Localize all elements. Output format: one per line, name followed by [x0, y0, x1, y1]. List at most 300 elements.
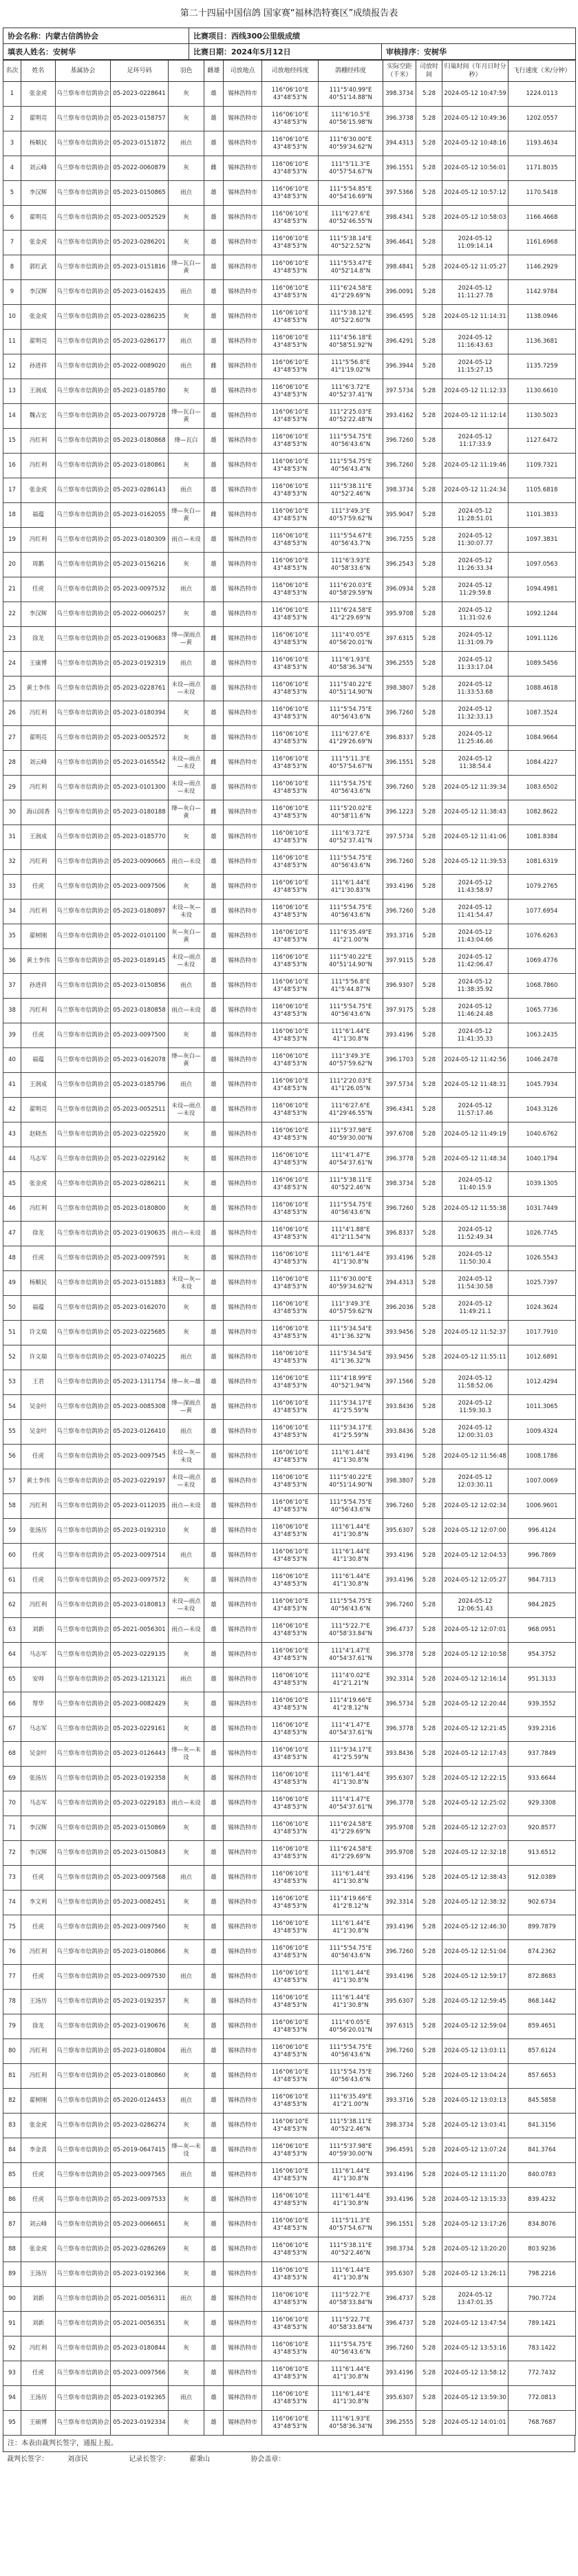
table-cell: 任虎	[21, 875, 56, 900]
table-cell: 5:28	[416, 478, 442, 503]
table-cell: 冯红利	[21, 454, 56, 478]
table-cell: 绛—灰—未设	[169, 1742, 204, 1767]
table-cell: 5:28	[416, 1469, 442, 1494]
table-cell: 116°06'10"E 43°48'53"N	[262, 1321, 319, 1345]
referee-name: 刘彦民	[67, 2456, 88, 2463]
table-cell: 乌兰察布市信鸽协会	[56, 231, 111, 255]
table-cell: 111°5'38.14"E 40°52'2.52"N	[319, 231, 383, 255]
table-cell: 984.7313	[509, 1568, 576, 1593]
table-cell: 5:28	[416, 999, 442, 1023]
table-cell: 111°6'1.44"E 41°1'30.8"N	[319, 1519, 383, 1544]
table-cell: 70	[3, 1791, 21, 1816]
table-cell: 46	[3, 1197, 21, 1222]
table-cell: 5:28	[416, 2361, 442, 2386]
table-cell: 灰	[169, 1122, 204, 1147]
table-cell: 乌兰察布市信鸽协会	[56, 949, 111, 974]
table-cell: 乌兰察布市信鸽协会	[56, 2262, 111, 2287]
table-cell: 902.6734	[509, 1891, 576, 1915]
table-cell: 吴金叶	[21, 1395, 56, 1420]
table-cell: 396.7260	[383, 1940, 416, 1965]
association-name: 内蒙古信鸽协会	[45, 32, 98, 41]
table-cell: 80	[3, 2039, 21, 2064]
table-cell: 1142.9784	[509, 280, 576, 305]
table-cell: 111°5'54.75"E 40°56'43.6"N	[319, 2039, 383, 2064]
table-cell: 116°06'10"E 43°48'53"N	[262, 776, 319, 800]
table-cell: 05-2023-0097514	[111, 1544, 169, 1568]
table-cell: 111°5'54.75"E 40°56'43.6"N	[319, 2064, 383, 2089]
table-cell: 2024-05-12 11:19:46	[442, 454, 509, 478]
table-cell: 1193.4634	[509, 131, 576, 156]
table-cell: 灰	[169, 454, 204, 478]
table-cell: 111°5'40.22"E 40°51'14.90"N	[319, 949, 383, 974]
table-cell: 35	[3, 924, 21, 949]
table-cell: 393.4162	[383, 404, 416, 429]
table-cell: 5:28	[416, 1643, 442, 1668]
table-cell: 雄	[204, 1618, 224, 1643]
table-cell: 灰	[169, 1643, 204, 1668]
table-cell: 雨点	[169, 652, 204, 677]
table-cell: 黄土李伟	[21, 1469, 56, 1494]
table-cell: 1008.1786	[509, 1445, 576, 1469]
table-cell: 2024-05-12 11:32:33.13	[442, 701, 509, 726]
table-cell: 刘新	[21, 1618, 56, 1643]
table-cell: 5:28	[416, 2064, 442, 2089]
table-cell: 116°06'10"E 43°48'53"N	[262, 156, 319, 181]
table-cell: 5:28	[416, 280, 442, 305]
table-cell: 111°5'54.75"E 40°56'43.6"N	[319, 1940, 383, 1965]
table-row	[3, 726, 576, 751]
table-cell: 1079.2765	[509, 875, 576, 900]
table-cell: 111°5'22.7"E 40°58'33.84"N	[319, 1618, 383, 1643]
table-cell: 雄	[204, 206, 224, 231]
table-cell: 62	[3, 1593, 21, 1618]
report-meta	[3, 28, 576, 60]
column-header: 羽色	[169, 61, 204, 82]
table-cell: 82	[3, 2089, 21, 2114]
table-cell: 5:28	[416, 2039, 442, 2064]
table-cell: 111°4'1.47"E 40°54'37.61"N	[319, 1643, 383, 1668]
table-cell: 1	[3, 82, 21, 107]
table-cell: 05-2023-0229161	[111, 1717, 169, 1742]
table-cell: 5:28	[416, 825, 442, 850]
table-cell: 乌兰察布市信鸽协会	[56, 1866, 111, 1891]
table-cell: 116°06'10"E 43°48'53"N	[262, 107, 319, 131]
table-cell: 雄	[204, 652, 224, 677]
table-cell: 111°4'1.88"E 41°2'11.54"N	[319, 1222, 383, 1246]
table-cell: 锡林浩特市	[224, 1544, 262, 1568]
table-cell: 116°06'10"E 43°48'53"N	[262, 1593, 319, 1618]
table-cell: 锡林浩特市	[224, 206, 262, 231]
table-cell: 111°5'40.99"E 40°51'14.88"N	[319, 82, 383, 107]
table-cell: 任虎	[21, 2361, 56, 2386]
table-cell: 5	[3, 181, 21, 206]
table-row	[3, 1271, 576, 1296]
table-cell: 锡林浩特市	[224, 1618, 262, 1643]
table-cell: 2024-05-12 11:38:54.4	[442, 751, 509, 776]
table-cell: 雄	[204, 2014, 224, 2039]
table-cell: 768.7687	[509, 2411, 576, 2436]
table-cell: 05-2023-0180800	[111, 1197, 169, 1222]
table-cell: 13	[3, 379, 21, 404]
table-cell: 397.5734	[383, 379, 416, 404]
table-cell: 乌兰察布市信鸽协会	[56, 454, 111, 478]
table-cell: 2024-05-12 11:12:33	[442, 379, 509, 404]
table-cell: 116°06'10"E 43°48'53"N	[262, 1098, 319, 1122]
table-cell: 396.3778	[383, 1791, 416, 1816]
table-cell: 111°6'30.00"E 40°59'34.62"N	[319, 1271, 383, 1296]
table-cell: 34	[3, 900, 21, 924]
table-cell: 840.0783	[509, 2163, 576, 2188]
table-cell: 马志军	[21, 1147, 56, 1172]
table-cell: 111°3'49.3"E 40°57'59.62"N	[319, 1048, 383, 1073]
table-cell: 10	[3, 305, 21, 330]
table-cell: 05-2023-0225920	[111, 1122, 169, 1147]
table-cell: 锡林浩特市	[224, 553, 262, 577]
table-cell: 111°5'54.75"E 40°56'43.6"N	[319, 1494, 383, 1519]
column-header: 司放地点	[224, 61, 262, 82]
table-cell: 111°5'38.11"E 40°52'2.46"N	[319, 2114, 383, 2138]
table-row	[3, 751, 576, 776]
table-row	[3, 181, 576, 206]
table-cell: 111°6'1.44"E 41°1'30.8"N	[319, 1445, 383, 1469]
table-cell: 2024-05-12 11:39:53	[442, 850, 509, 875]
table-cell: 乌兰察布市信鸽协会	[56, 553, 111, 577]
table-cell: 396.1551	[383, 2213, 416, 2237]
table-cell: 锡林浩特市	[224, 825, 262, 850]
table-cell: 锡林浩特市	[224, 404, 262, 429]
table-cell: 锡林浩特市	[224, 1395, 262, 1420]
table-cell: 2024-05-12 11:28:51.01	[442, 503, 509, 528]
table-cell: 49	[3, 1271, 21, 1296]
table-cell: 雄	[204, 1420, 224, 1445]
table-cell: 111°6'1.44"E 41°1'30.8"N	[319, 1915, 383, 1940]
table-cell: 803.9236	[509, 2237, 576, 2262]
table-cell: 116°06'10"E 43°48'53"N	[262, 1643, 319, 1668]
table-cell: 05-2023-0082429	[111, 1692, 169, 1717]
table-cell: 111°5'34.17"E 41°2'5.59"N	[319, 1420, 383, 1445]
table-row	[3, 2163, 576, 2188]
table-cell: 1084.9664	[509, 726, 576, 751]
table-cell: 锡林浩特市	[224, 354, 262, 379]
table-cell: 2024-05-12 13:03:11	[442, 2039, 509, 2064]
table-row	[3, 1172, 576, 1197]
table-cell: 1007.0069	[509, 1469, 576, 1494]
table-row	[3, 2089, 576, 2114]
table-cell: 1040.6762	[509, 1122, 576, 1147]
table-cell: 1084.4227	[509, 751, 576, 776]
table-cell: 雄	[204, 2411, 224, 2436]
table-cell: 锡林浩特市	[224, 478, 262, 503]
table-row	[3, 553, 576, 577]
table-cell: 111°6'24.58"E 41°2'29.69"N	[319, 1816, 383, 1841]
table-cell: 锡林浩特市	[224, 1593, 262, 1618]
referee-label: 裁判长签字：	[7, 2456, 48, 2463]
table-cell: 锡林浩特市	[224, 82, 262, 107]
table-cell: 2024-05-12 11:59:30.3	[442, 1395, 509, 1420]
table-cell: 05-2023-0180866	[111, 1940, 169, 1965]
table-cell: 47	[3, 1222, 21, 1246]
table-cell: 2024-05-12 11:40:15.9	[442, 1172, 509, 1197]
table-cell: 116°06'10"E 43°48'53"N	[262, 2287, 319, 2312]
table-cell: 2024-05-12 12:06:51.43	[442, 1593, 509, 1618]
table-cell: 17	[3, 478, 21, 503]
table-cell: 2024-05-12 11:58:52.06	[442, 1370, 509, 1395]
table-cell: 396.4737	[383, 2287, 416, 2312]
table-cell: 25	[3, 677, 21, 701]
table-cell: 雄	[204, 1494, 224, 1519]
table-cell: 张金虎	[21, 2114, 56, 2138]
table-cell: 绛—灰白—黄	[169, 503, 204, 528]
table-cell: 396.3738	[383, 107, 416, 131]
table-cell: 88	[3, 2237, 21, 2262]
table-cell: 397.9115	[383, 949, 416, 974]
table-cell: 乌兰察布市信鸽协会	[56, 1643, 111, 1668]
table-cell: 雄	[204, 776, 224, 800]
table-cell: 雄	[204, 875, 224, 900]
table-cell: 2024-05-12 11:48:34	[442, 1147, 509, 1172]
table-cell: 398.3734	[383, 82, 416, 107]
table-cell: 锡林浩特市	[224, 528, 262, 553]
table-cell: 2	[3, 107, 21, 131]
table-cell: 灰	[169, 875, 204, 900]
table-cell: 996.7869	[509, 1544, 576, 1568]
table-cell: 2024-05-12 12:10:58	[442, 1643, 509, 1668]
table-cell: 397.6315	[383, 627, 416, 652]
table-cell: 锡林浩特市	[224, 1345, 262, 1370]
table-cell: 111°5'38.11"E 40°52'2.46"N	[319, 2237, 383, 2262]
table-cell: 05-2023-0126443	[111, 1742, 169, 1767]
table-cell: 395.6307	[383, 1767, 416, 1791]
table-cell: 116°06'10"E 43°48'53"N	[262, 305, 319, 330]
table-cell: 2024-05-12 13:03:13	[442, 2089, 509, 2114]
table-cell: 05-2023-0150869	[111, 1816, 169, 1841]
table-cell: 05-2023-0180860	[111, 2064, 169, 2089]
table-row	[3, 1147, 576, 1172]
table-cell: 雌	[204, 800, 224, 825]
table-row	[3, 850, 576, 875]
table-cell: 5:28	[416, 231, 442, 255]
date-cell	[189, 44, 382, 60]
table-cell: 05-2023-0162070	[111, 1296, 169, 1321]
table-cell: 111°6'24.58"E 41°2'29.69"N	[319, 602, 383, 627]
table-cell: 1031.7449	[509, 1197, 576, 1222]
table-cell: 灰	[169, 2312, 204, 2337]
table-cell: 乌兰察布市信鸽协会	[56, 305, 111, 330]
table-cell: 27	[3, 726, 21, 751]
table-cell: 05-2023-0185796	[111, 1073, 169, 1098]
table-cell: 116°06'10"E 43°48'53"N	[262, 949, 319, 974]
table-cell: 锡林浩特市	[224, 677, 262, 701]
table-cell: 1130.5023	[509, 404, 576, 429]
table-cell: 44	[3, 1147, 21, 1172]
table-cell: 05-2023-0090665	[111, 850, 169, 875]
table-cell: 任虎	[21, 1965, 56, 1990]
table-cell: 42	[3, 1098, 21, 1122]
table-cell: 48	[3, 1246, 21, 1271]
table-cell: 841.3156	[509, 2114, 576, 2138]
table-cell: 116°06'10"E 43°48'53"N	[262, 280, 319, 305]
table-cell: 772.7432	[509, 2361, 576, 2386]
table-cell: 67	[3, 1717, 21, 1742]
table-cell: 05-2023-0112035	[111, 1494, 169, 1519]
table-cell: 雄	[204, 1791, 224, 1816]
table-cell: 5:28	[416, 924, 442, 949]
table-cell: 任虎	[21, 1544, 56, 1568]
meta-row-2	[3, 44, 576, 60]
table-cell: 乌兰察布市信鸽协会	[56, 627, 111, 652]
table-cell: 396.3778	[383, 1147, 416, 1172]
table-cell: 乌兰察布市信鸽协会	[56, 1593, 111, 1618]
table-cell: 冯红利	[21, 2337, 56, 2361]
table-cell: 1161.6968	[509, 231, 576, 255]
table-cell: 锡林浩特市	[224, 1271, 262, 1296]
table-cell: 111°4'18.99"E 40°52'1.94"N	[319, 1370, 383, 1395]
table-cell: 05-2023-0180861	[111, 454, 169, 478]
table-cell: 翟明亮	[21, 1098, 56, 1122]
table-cell: 雄	[204, 825, 224, 850]
table-row	[3, 503, 576, 528]
table-cell: 1202.0557	[509, 107, 576, 131]
table-cell: 116°06'10"E 43°48'53"N	[262, 627, 319, 652]
table-cell: 锡林浩特市	[224, 2014, 262, 2039]
table-cell: 雄	[204, 528, 224, 553]
table-cell: 李汉辉	[21, 181, 56, 206]
column-header: 鸽棚经纬度	[319, 61, 383, 82]
table-cell: 2024-05-12 12:59:04	[442, 2014, 509, 2039]
table-cell: 5:28	[416, 2163, 442, 2188]
table-cell: 05-2023-0150865	[111, 181, 169, 206]
table-cell: 任虎	[21, 1023, 56, 1048]
table-cell: 雨点—未设	[169, 1618, 204, 1643]
table-cell: 74	[3, 1891, 21, 1915]
table-cell: 1089.5456	[509, 652, 576, 677]
table-cell: 绛—灰—雄	[169, 1370, 204, 1395]
table-cell: 许文瑞	[21, 1321, 56, 1345]
table-cell: 雄	[204, 379, 224, 404]
table-cell: 乌兰察布市信鸽协会	[56, 181, 111, 206]
table-cell: 396.7260	[383, 701, 416, 726]
table-cell: 920.8577	[509, 1816, 576, 1841]
table-cell: 2024-05-12 11:17:33.9	[442, 429, 509, 454]
table-cell: 李汉辉	[21, 1841, 56, 1866]
table-cell: 116°06'10"E 43°48'53"N	[262, 1841, 319, 1866]
table-row	[3, 900, 576, 924]
table-cell: 2024-05-12 11:49:21.1	[442, 1296, 509, 1321]
table-cell: 116°06'10"E 43°48'53"N	[262, 1544, 319, 1568]
table-cell: 灰	[169, 2114, 204, 2138]
table-cell: 乌兰察布市信鸽协会	[56, 1172, 111, 1197]
table-cell: 394.4313	[383, 131, 416, 156]
table-cell: 951.3133	[509, 1668, 576, 1692]
table-cell: 乌兰察布市信鸽协会	[56, 2064, 111, 2089]
table-cell: 75	[3, 1915, 21, 1940]
table-cell: 116°06'10"E 43°48'53"N	[262, 875, 319, 900]
table-cell: 398.3734	[383, 1172, 416, 1197]
table-cell: 111°6'1.44"E 41°1'30.8"N	[319, 1767, 383, 1791]
table-cell: 05-2023-0185770	[111, 825, 169, 850]
table-cell: 5:28	[416, 1668, 442, 1692]
table-cell: 雌	[204, 751, 224, 776]
table-cell: 5:28	[416, 1915, 442, 1940]
table-cell: 锡林浩特市	[224, 2361, 262, 2386]
table-row	[3, 1098, 576, 1122]
table-cell: 乌兰察布市信鸽协会	[56, 107, 111, 131]
table-cell: 吴金叶	[21, 1742, 56, 1767]
table-header-row	[3, 61, 576, 82]
table-cell: 5:28	[416, 528, 442, 553]
table-cell: 安帅	[21, 1668, 56, 1692]
table-cell: 乌兰察布市信鸽协会	[56, 255, 111, 280]
table-cell: 翟树刚	[21, 2089, 56, 2114]
table-cell: 111°6'30.00"E 40°59'34.62"N	[319, 131, 383, 156]
table-cell: 雄	[204, 1593, 224, 1618]
table-cell: 1011.3065	[509, 1395, 576, 1420]
table-cell: 乌兰察布市信鸽协会	[56, 800, 111, 825]
table-cell: 马志军	[21, 1791, 56, 1816]
table-cell: 21	[3, 577, 21, 602]
table-cell: 116°06'10"E 43°48'53"N	[262, 1420, 319, 1445]
table-cell: 雨点	[169, 2039, 204, 2064]
table-cell: 116°06'10"E 43°48'53"N	[262, 2064, 319, 2089]
table-cell: 2024-05-12 11:29:59.8	[442, 577, 509, 602]
table-cell: 2024-05-12 11:14:31	[442, 305, 509, 330]
table-cell: 灰	[169, 602, 204, 627]
table-cell: 5:28	[416, 1841, 442, 1866]
table-cell: 111°6'1.93"E 40°58'36.34"N	[319, 2411, 383, 2436]
table-cell: 锡林浩特市	[224, 2188, 262, 2213]
table-cell: 乌兰察布市信鸽协会	[56, 726, 111, 751]
table-cell: 乌兰察布市信鸽协会	[56, 429, 111, 454]
table-cell: 5:28	[416, 1593, 442, 1618]
table-cell: 灰	[169, 2262, 204, 2287]
table-row	[3, 528, 576, 553]
table-cell: 2024-05-12 13:17:26	[442, 2213, 509, 2237]
table-cell: 1171.8035	[509, 156, 576, 181]
table-row	[3, 231, 576, 255]
table-cell: 乌兰察布市信鸽协会	[56, 974, 111, 999]
table-cell: 396.3944	[383, 354, 416, 379]
table-cell: 396.7260	[383, 2064, 416, 2089]
table-cell: 任虎	[21, 2163, 56, 2188]
table-cell: 116°06'10"E 43°48'53"N	[262, 131, 319, 156]
table-cell: 5:28	[416, 751, 442, 776]
table-cell: 111°6'1.44"E 41°1'30.8"N	[319, 2386, 383, 2411]
table-cell: 5:28	[416, 602, 442, 627]
table-row	[3, 2262, 576, 2287]
table-cell: 5:28	[416, 1098, 442, 1122]
table-cell: 雨点	[169, 2089, 204, 2114]
table-cell: 396.0934	[383, 577, 416, 602]
table-cell: 5:28	[416, 1345, 442, 1370]
table-cell: 393.4196	[383, 2163, 416, 2188]
table-cell: 乌兰察布市信鸽协会	[56, 924, 111, 949]
table-cell: 05-2023-0180844	[111, 2337, 169, 2361]
table-cell: 锡林浩特市	[224, 255, 262, 280]
table-cell: 张金虎	[21, 1172, 56, 1197]
table-row	[3, 1791, 576, 1816]
table-cell: 38	[3, 999, 21, 1023]
table-cell: 05-2023-0066651	[111, 2213, 169, 2237]
table-cell: 05-2023-0126410	[111, 1420, 169, 1445]
table-cell: 116°06'10"E 43°48'53"N	[262, 1469, 319, 1494]
table-cell: 111°6'1.44"E 41°1'30.8"N	[319, 1544, 383, 1568]
table-cell: 111°5'34.17"E 41°2'5.59"N	[319, 1742, 383, 1767]
table-cell: 雄	[204, 454, 224, 478]
table-cell: 7	[3, 231, 21, 255]
table-cell: 未设—雨点—未设	[169, 751, 204, 776]
table-cell: 2024-05-12 11:43:58.97	[442, 875, 509, 900]
table-cell: 111°5'38.12"E 40°52'2.60"N	[319, 305, 383, 330]
